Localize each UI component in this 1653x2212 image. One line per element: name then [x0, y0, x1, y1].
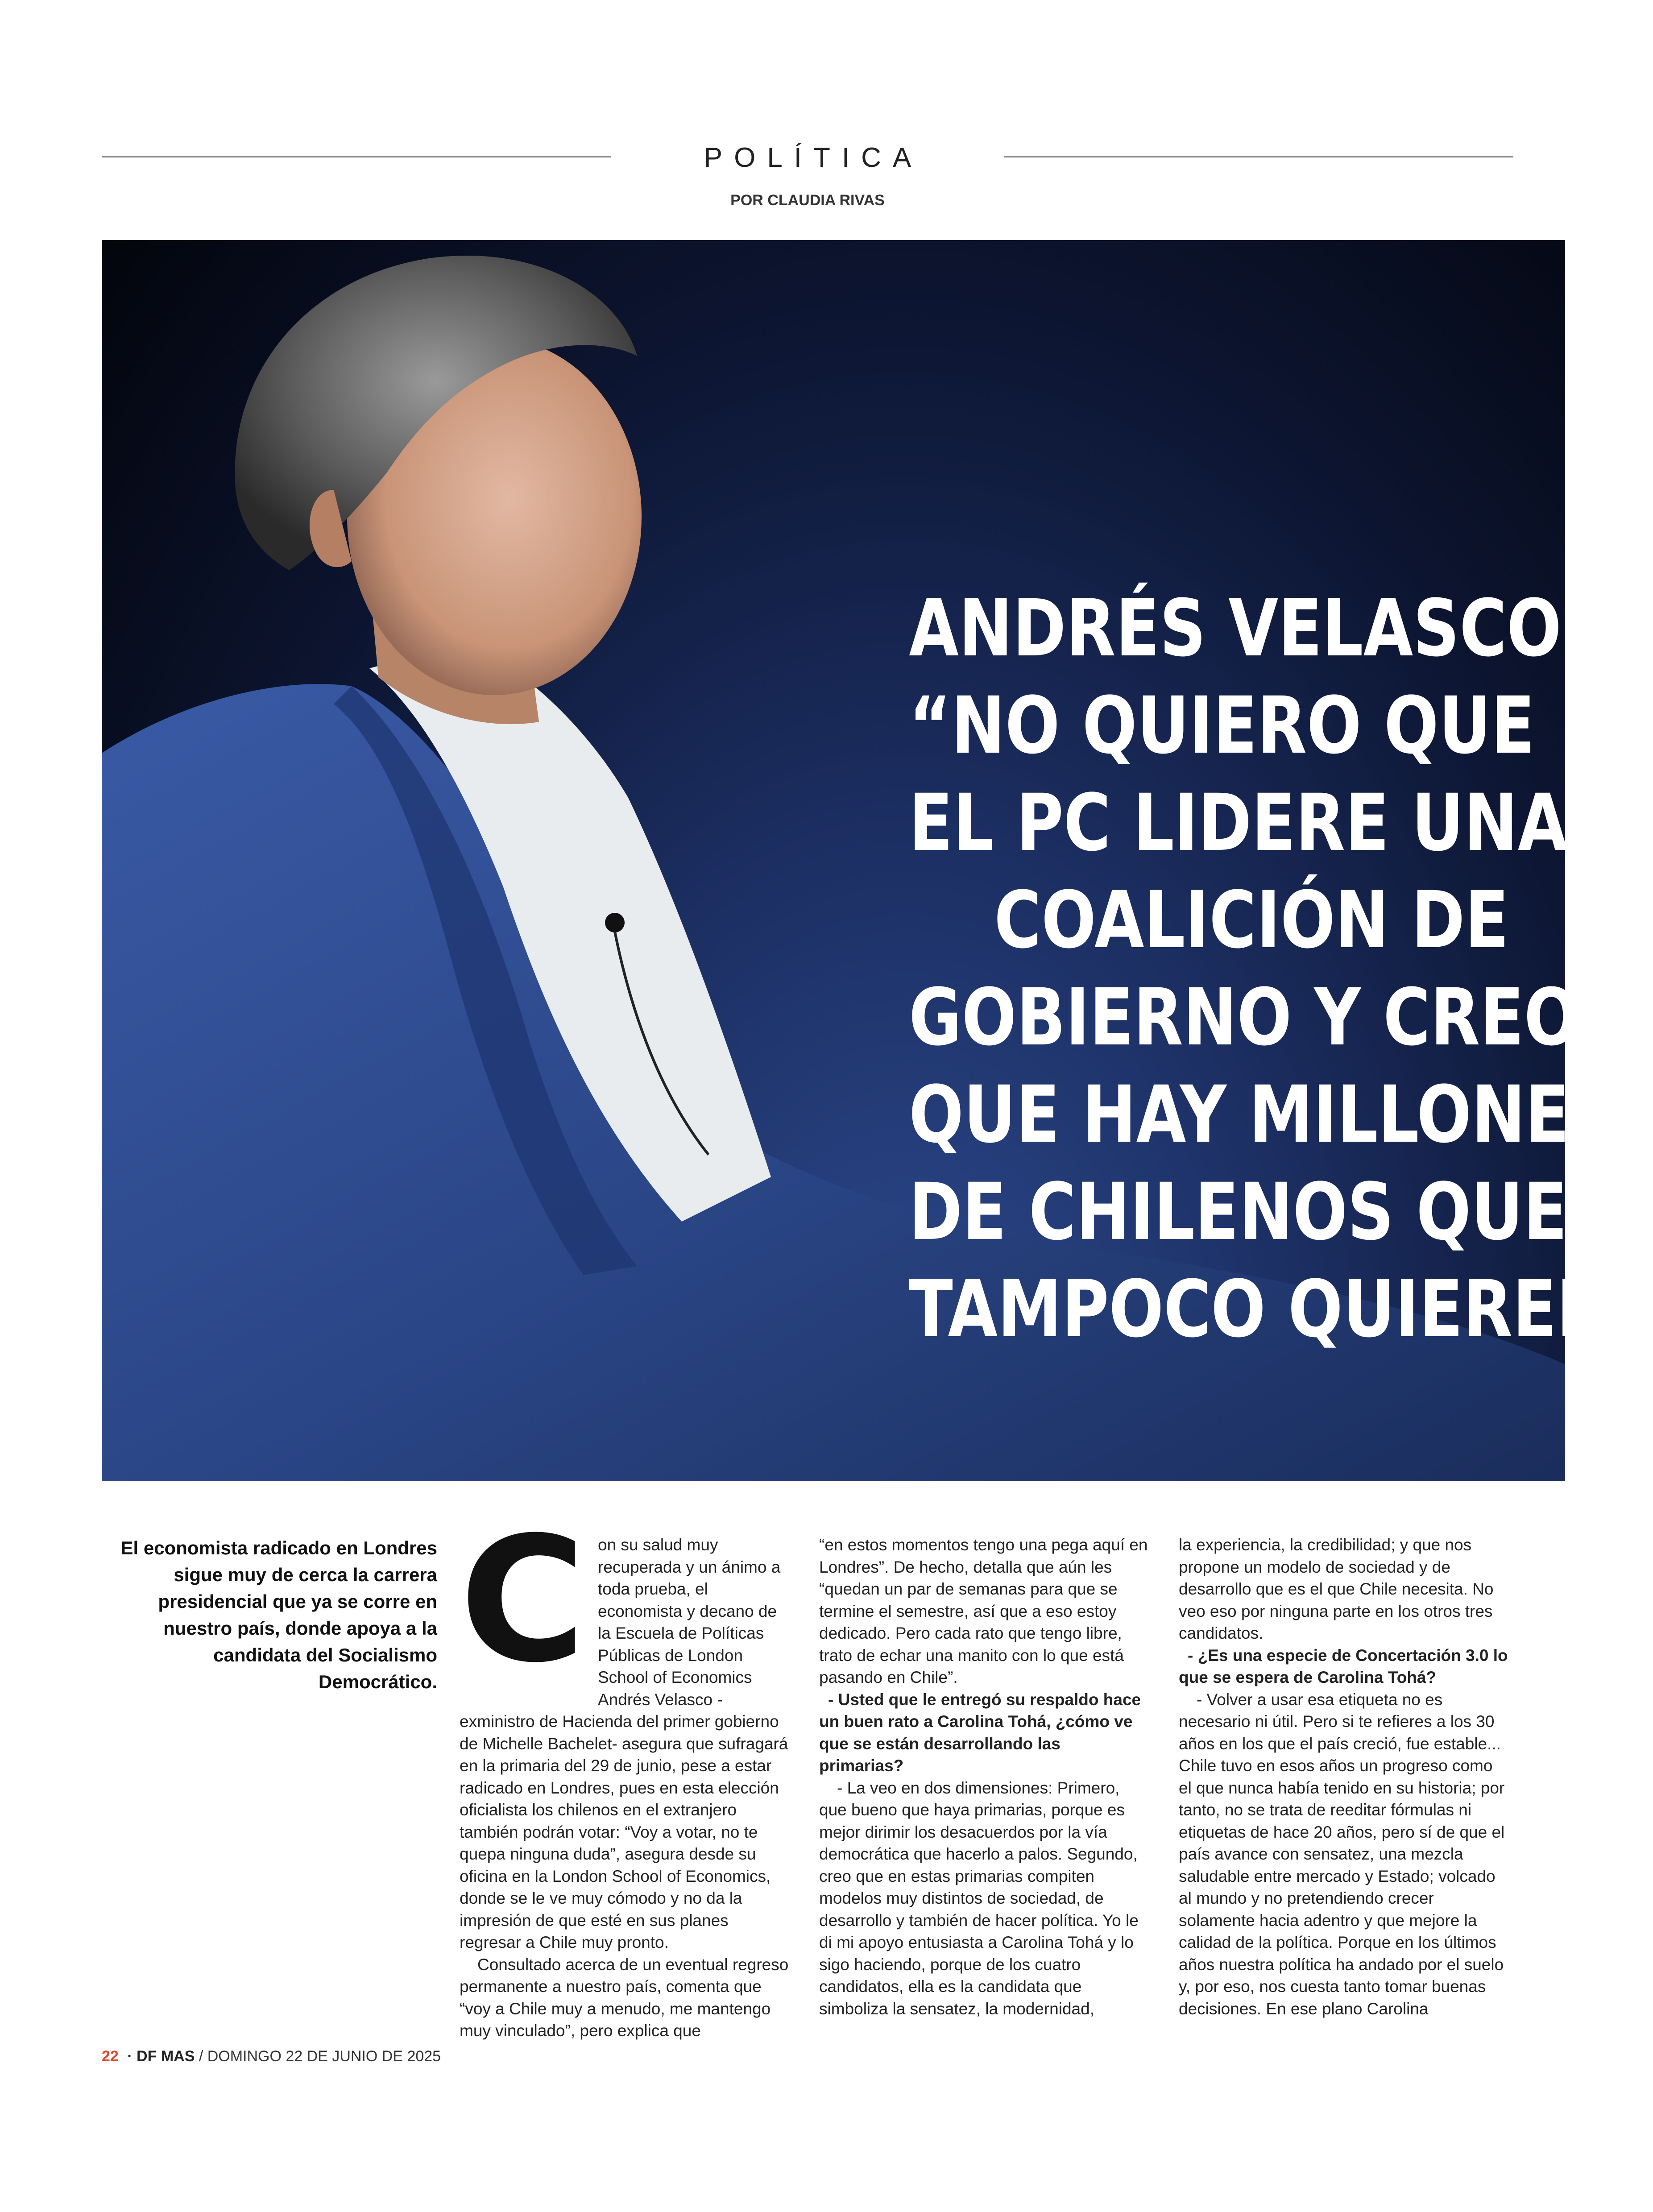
headline-line: ANDRÉS VELASCO:: [909, 583, 1587, 674]
page-footer: [102, 2048, 441, 2065]
microphone: [605, 913, 625, 932]
lede: El economista radicado en Londres sigue muy de cerca la carrera presidencial que ya se corre en nuestro país, donde apoya a la candidata del Socialismo Democrático.: [120, 1537, 437, 1692]
body-column-1: [460, 1500, 789, 2040]
hero-photo: [102, 240, 1653, 1481]
section-title: POLÍTICA: [704, 142, 923, 173]
headline-line: QUE HAY MILLONES: [909, 1069, 1616, 1160]
interview-question: - Usted que le entregó su respaldo hace un buen rato a Carolina Tohá, ¿cómo ve que se están desarrollando las primarias?: [819, 1690, 1141, 1775]
headline-line: EL PC LIDERE UNA: [909, 777, 1568, 869]
headline-line: “NO QUIERO QUE: [909, 680, 1535, 771]
headline-line: COALICIÓN DE: [994, 874, 1509, 966]
headline-line: GOBIERNO Y CREO: [909, 972, 1579, 1063]
body-column-2: [819, 1534, 1148, 2029]
byline: POR CLAUDIA RIVAS: [730, 192, 885, 209]
publication-name: · DF MAS: [127, 2048, 195, 2065]
headline-line: DE CHILENOS QUE: [909, 1166, 1567, 1258]
body-paragraph: “en estos momentos tengo una pega aquí en Londres”. De hecho, detalla que aún les “quedan un par de semanas para que se termine el semestre, así que a eso estoy dedicado. Pero cada rato que tengo libre, trato de echar una manito con lo que está pasando en Chile”.: [819, 1536, 1148, 1686]
body-column-3: [1179, 1534, 1508, 2029]
issue-date: / DOMINGO 22 DE JUNIO DE 2025: [199, 2048, 441, 2065]
header-rule-left: [102, 156, 611, 157]
interview-answer: - La veo en dos dimensiones: Primero, que bueno que haya primarias, porque es mejor dirimir los desacuerdos por la vía democrática que hacerlo a palos. Segundo, creo que en estas primarias compiten modelos muy distintos de sociedad, de desarrollo y también de hacer política. Yo le di mi apoyo entusiasta a Carolina Tohá y lo sigo haciendo, porque de los cuatro candidatos, ella es la candidata que simboliza la sensatez, la modernidad,: [819, 1778, 1139, 2018]
headline-line: TAMPOCO QUIEREN”: [909, 1263, 1653, 1355]
interview-answer: - Volver a usar esa etiqueta no es necesario ni útil. Pero si te refieres a los 30 años en los que el país creció, fue estable... Chile tuvo en esos años un progreso como el que nunca había tenido en su historia; por tanto, no se trata de reeditar fórmulas ni etiquetas de hace 20 años, pero sí de que el país avance con sensatez, una mezcla saludable entre mercado y Estado; volcado al mundo y no pretendiendo crecer solamente hacia adentro y que mejore la calidad de la política. Porque en los últimos años nuestra política ha andado por el suelo y, por eso, nos cuesta tanto tomar buenas decisiones. En ese plano Carolina: [1179, 1690, 1505, 2018]
header-rule-right: [1004, 156, 1513, 157]
drop-cap: C: [460, 1500, 586, 1701]
body-paragraph: Consultado acerca de un eventual regreso permanente a nuestro país, comenta que “voy a Chile muy a menudo, me mantengo muy vinculado”, pero explica que: [460, 1955, 789, 2040]
body-paragraph: on su salud muy recuperada y un ánimo a toda prueba, el economista y decano de la Escuela de Políticas Públicas de London School of Economics Andrés Velasco -exministro de Hacienda del primer gobierno de Michelle Bachelet- asegura que sufragará en la primaria del 29 de junio, pese a estar radicado en Londres, pues en esta elección oficialista los chilenos en el extranjero también podrán votar: “Voy a votar, no te quepa ninguna duda”, asegura desde su oficina en la London School of Economics, donde se le ve muy cómodo y no da la impresión de que esté en sus planes regresar a Chile muy pronto.: [460, 1536, 788, 1951]
page-number: 22: [102, 2048, 119, 2065]
body-paragraph: la experiencia, la credibilidad; y que nos propone un modelo de sociedad y de desarrollo que es el que Chile necesita. No veo eso por ninguna parte en los otros tres candidatos.: [1179, 1536, 1494, 1642]
headline: [909, 580, 1653, 1358]
interview-question: - ¿Es una especie de Concertación 3.0 lo que se espera de Carolina Tohá?: [1179, 1646, 1508, 1686]
